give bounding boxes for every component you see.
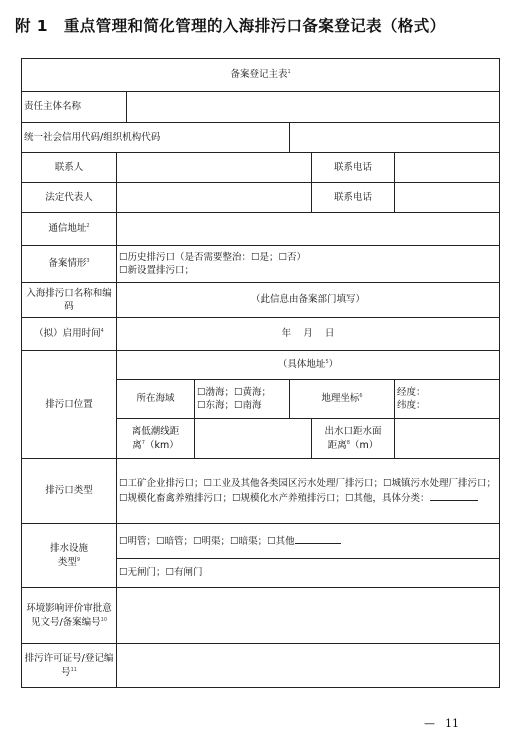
appendix-number: 附 1 [15,17,48,35]
filing-status-row [22,246,500,283]
outlet-depth-label-2: 距离 [327,439,347,451]
responsible-entity-row [22,92,500,123]
outlet-type-options[interactable] [117,459,500,524]
start-time-field[interactable] [117,318,500,351]
location-address-field[interactable] [117,351,500,380]
address-row [22,213,500,246]
longitude-label: 经度： [397,386,426,398]
section-header-cell [22,59,500,92]
low-tide-distance-label: 离低潮线距 [131,426,180,438]
section-header-label: 备案登记主表 [230,69,288,81]
drainage-type-row [22,524,500,559]
note-mark: 6 [359,393,363,400]
historical-outlet-option[interactable]: ☐历史排污口（是否需要整治：☐是；☐否） [119,251,307,263]
legal-rep-field[interactable] [117,183,312,213]
contact-row [22,153,500,183]
contact-phone-label: 联系电话 [312,153,395,183]
outlet-type-text: ☐工矿企业排污口；☐工业及其他各类园区污水处理厂排污口；☐城镇污水处理厂排污口；☐规模化畜禽养殖排污口；☐规模化水产养殖排污口；☐其他，具体分类： [119,478,497,504]
other-type-blank[interactable] [430,491,478,501]
credit-code-label: 统一社会信用代码/组织机构代码 [22,123,290,153]
legal-rep-label: 法定代表人 [22,183,117,213]
specific-address-close: ） [328,359,339,371]
start-time-label-cell [22,318,117,351]
outlet-name-label: 入海排污口名称和编码 [22,283,117,318]
note-mark: 11 [70,666,77,673]
note-mark: 9 [76,556,81,563]
note-mark: 1 [287,69,291,76]
year-label: 年 [281,328,292,340]
note-mark: 3 [86,258,90,265]
note-mark: 4 [100,328,104,335]
permit-label: 排污许可证号/登记编号 [24,653,114,678]
day-label: 日 [324,328,335,340]
outlet-depth-unit: （m） [349,439,379,451]
sea-area-label: 所在海域 [117,380,195,419]
note-mark: 8 [346,439,350,446]
outlet-type-label: 排污口类型 [22,459,117,524]
low-tide-distance-label-2: 离 [132,439,142,451]
low-tide-distance-label-cell [117,419,195,459]
month-label: 月 [303,328,313,340]
low-tide-unit: （km） [144,439,179,451]
responsible-entity-label: 责任主体名称 [22,92,127,123]
page-footer [424,717,459,730]
outlet-type-row [22,459,500,524]
permit-field[interactable] [117,644,500,688]
section-header-row [22,59,500,92]
outlet-name-row [22,283,500,318]
outlet-depth-label: 出水口距水面 [324,426,382,438]
start-time-label: （拟）启用时间 [34,328,101,340]
legal-rep-phone-label: 联系电话 [312,183,395,213]
credit-code-row [22,123,500,153]
coordinates-label: 地理坐标 [321,393,360,405]
drainage-type-label-cell [22,524,117,588]
sea-area-options [195,380,290,419]
address-field[interactable] [117,213,500,246]
eia-field[interactable] [117,588,500,644]
contact-field[interactable] [117,153,312,183]
permit-label-cell [22,644,117,688]
footer-dash: — [424,717,435,730]
note-mark: 10 [100,616,108,623]
filing-status-options [117,246,500,283]
drainage-type-options[interactable] [117,524,500,559]
note-mark: 2 [86,223,90,230]
page-title [15,14,446,36]
title-text: 重点管理和简化管理的入海排污口备案登记表（格式） [63,17,446,35]
eia-row [22,588,500,644]
responsible-entity-field[interactable] [127,92,500,123]
address-label: 通信地址 [48,223,87,235]
contact-phone-field[interactable] [395,153,500,183]
filing-status-label: 备案情形 [48,258,87,270]
drainage-type-label-2: 类型 [57,556,77,568]
outlet-depth-label-cell [312,419,395,459]
page-number: 11 [445,717,459,730]
other-drainage-blank[interactable] [295,534,341,544]
filing-status-label-cell [22,246,117,283]
location-label: 排污口位置 [22,351,117,459]
sea-option-line-1[interactable]: ☐渤海；☐黄海； [197,386,272,398]
gate-options[interactable]: ☐无闸门；☐有闸门 [117,559,500,588]
location-address-row [22,351,500,380]
low-tide-distance-field[interactable] [195,419,312,459]
eia-label: 环境影响评价审批意见文号/备案编号 [26,603,112,628]
drainage-type-label: 排水设施 [49,543,88,555]
credit-code-field[interactable] [290,123,500,153]
note-mark: 5 [325,359,329,366]
eia-label-cell [22,588,117,644]
new-outlet-option[interactable]: ☐新设置排污口； [119,265,195,276]
sea-option-line-2[interactable]: ☐东海；☐南海 [197,400,262,411]
drainage-options-text: ☐明管；☐暗管；☐明渠；☐暗渠；☐其他 [119,535,295,547]
legal-rep-phone-field[interactable] [395,183,500,213]
permit-row [22,644,500,688]
start-time-row [22,318,500,351]
coordinates-field[interactable] [395,380,500,419]
note-mark: 7 [141,439,145,446]
legal-rep-row [22,183,500,213]
specific-address-label: （具体地址 [277,359,326,371]
outlet-depth-field[interactable] [395,419,500,459]
address-label-cell [22,213,117,246]
registration-form [21,58,500,688]
contact-label: 联系人 [22,153,117,183]
outlet-name-note: （此信息由备案部门填写） [117,283,500,318]
latitude-label: 纬度： [397,400,426,411]
coordinates-label-cell [290,380,395,419]
